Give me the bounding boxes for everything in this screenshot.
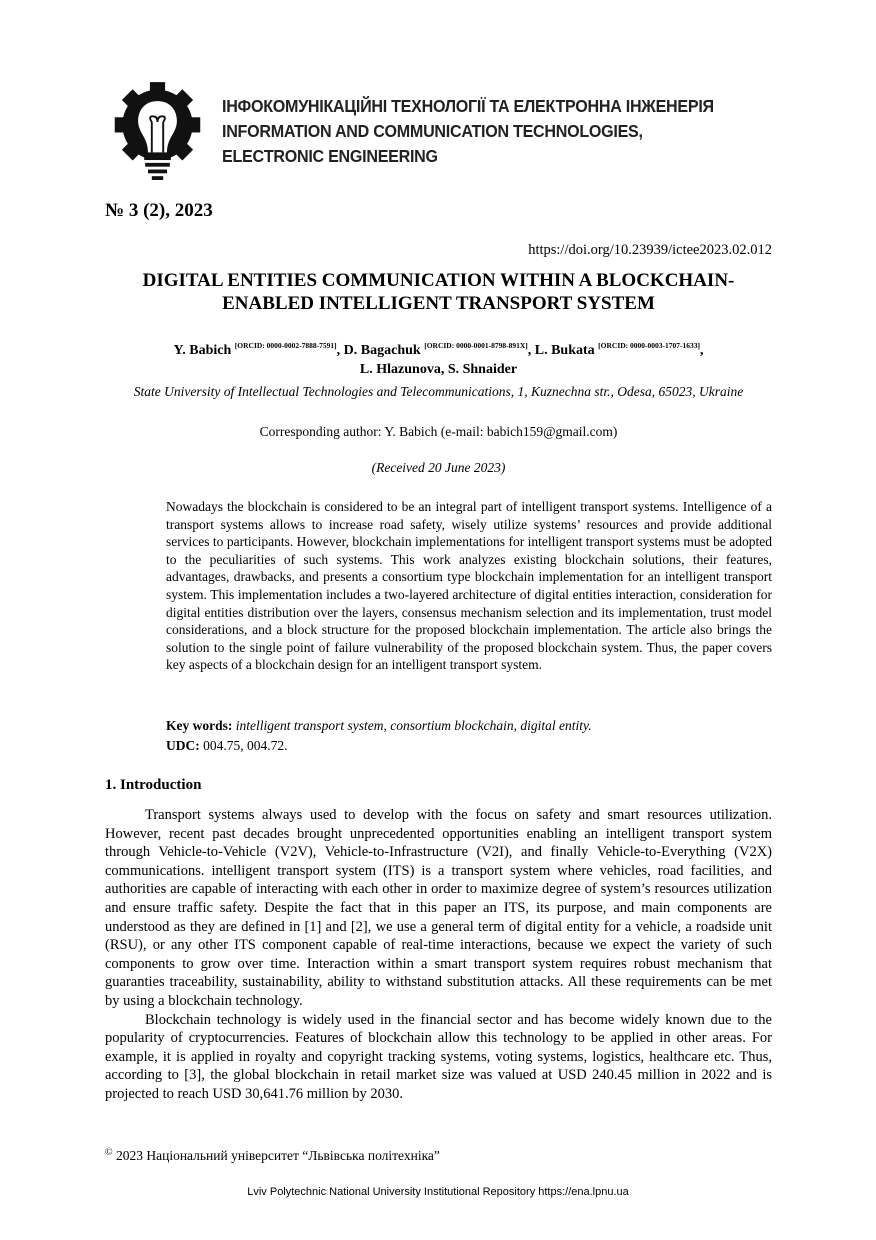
author-orcid[interactable]: [ORCID: 0000-0003-1707-1633] (598, 341, 701, 350)
received-date: (Received 20 June 2023) (371, 460, 506, 475)
section-heading: 1. Introduction (105, 777, 202, 793)
corresponding-author: Corresponding author: Y. Babich (e-mail: babich159@gmail.com) (259, 424, 618, 439)
author-name: L. Hlazunova, S. Shnaider (359, 362, 518, 377)
udc-label: UDC: (166, 738, 200, 753)
paper-title: DIGITAL ENTITIES COMMUNICATION WITHIN A BLOCKCHAIN-ENABLED INTELLIGENT TRANSPORT SYSTEM (142, 270, 735, 314)
copyright-notice (105, 1147, 440, 1164)
author-name: Y. Babich (173, 343, 232, 358)
udc-value: 004.75, 004.72. (199, 738, 288, 753)
journal-logo-gear-bulb-icon (110, 82, 205, 182)
journal-title-en: INFORMATION AND COMMUNICATION TECHNOLOGIES, (222, 121, 643, 141)
introduction-body (105, 806, 772, 1104)
author-name: L. Bukata (534, 343, 595, 358)
journal-title-en-2: ELECTRONIC ENGINEERING (222, 146, 438, 166)
author-list: Y. Babich [ORCID: 0000-0002-7888-7591], D. Bagachuk [ORCID: 0000-0001-8798-891X], L. Bukata [ORCID: 0000-0003-1707-1633], L. Hlazunova, S. Shnaider (173, 341, 704, 377)
paragraph: Transport systems always used to develop with the focus on safety and smart resources utilization. However, recent past decades brought unprecedented opportunities enabling an intelligent transport system through Vehicle-to-Vehicle (V2V), Vehicle-to-Infrastructure (V2I), and finally Vehicle-to-Everything (V2X) communications. intelligent transport system (ITS) is a transport system where vehicles, road facilities, and authorities are capable of interacting with each other in order to maximize degree of system’s resources utilization and ensure traffic safety. Despite the fact that in this paper an ITS, its purpose, and main components are understood as they are defined in [1] and [2], we use a general term of digital entity for a vehicle, a roadside unit (RSU), or any other ITS component capable of real-time interactions, because we expect the variety of such components to grow over time. Interaction within a smart transport system requires robust mechanism that guaranties traceability, sustainability, ability to withstand substitution attacks. All these requirements can be met by using a blockchain technology. (105, 807, 772, 1009)
journal-title-ua: ІНФОКОМУНІКАЦІЙНІ ТЕХНОЛОГІЇ ТА ЕЛЕКТРОННА ІНЖЕНЕРІЯ (222, 96, 714, 116)
keywords-block (166, 716, 592, 756)
author-name: D. Bagachuk (343, 343, 421, 358)
author-orcid[interactable]: [ORCID: 0000-0001-8798-891X] (424, 341, 528, 350)
copyright-text: 2023 Національний університет “Львівська політехніка” (112, 1148, 440, 1163)
copyright-symbol: © (105, 1147, 113, 1158)
keywords-label: Key words: (166, 718, 233, 733)
affiliation: State University of Intellectual Technologies and Telecommunications, 1, Kuznechna str., Odesa, 65023, Ukraine (133, 384, 744, 399)
keywords-value: intelligent transport system, consortium blockchain, digital entity. (232, 718, 592, 733)
paragraph: Blockchain technology is widely used in the financial sector and has become widely known due to the popularity of cryptocurrencies. Features of blockchain allow this technology to be applied in other areas. For example, it is applied in royalty and copyright tracking systems, voting systems, logistics, healthcare etc. Thus, according to [3], the global blockchain in retail market size was valued at USD 240.45 million in 2022 and is projected to reach USD 30,641.76 million by 2030. (105, 1011, 772, 1102)
author-orcid[interactable]: [ORCID: 0000-0002-7888-7591] (234, 341, 337, 350)
repository-footer: Lviv Polytechnic National University Institutional Repository https://ena.lpnu.ua (247, 1186, 629, 1198)
doi-link[interactable]: https://doi.org/10.23939/ictee2023.02.012 (528, 242, 772, 258)
issue-number: № 3 (2), 2023 (105, 200, 213, 221)
abstract: Nowadays the blockchain is considered to be an integral part of intelligent transport systems. Intelligence of a transport systems allows to increase road safety, wisely utilize systems’ resources and provide additional services to participants. However, blockchain implementations for intelligent transport systems must be adopted to the peculiarities of such systems. This work analyzes existing blockchain solutions, their features, advantages, drawbacks, and presents a consortium type blockchain implementation for an intelligent transport system. This implementation includes a two-layered architecture of digital entities interaction, consideration for digital entities distribution over the layers, consensus mechanism selection and its implementation, trust model considerations, and a block structure for the proposed blockchain implementation. The article also brings the solution to the single point of failure vulnerability of the proposed blockchain system. Thus, the paper covers key aspects of a blockchain design for an intelligent transport system. (166, 499, 772, 673)
